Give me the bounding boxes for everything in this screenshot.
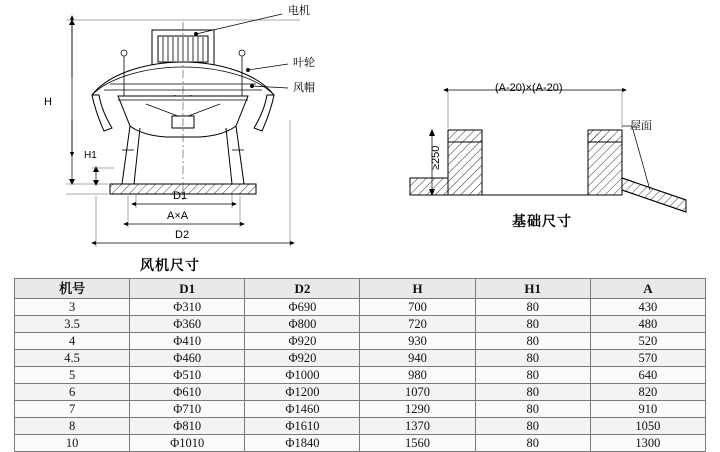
table-cell: 700 [360, 299, 475, 316]
table-cell: 480 [590, 316, 705, 333]
table-row [15, 418, 706, 435]
table-cell: Φ1840 [245, 435, 360, 452]
table-cell: Φ710 [130, 401, 245, 418]
dimension-H: H [44, 96, 52, 108]
table-cell: Φ510 [130, 367, 245, 384]
table-cell: 10 [15, 435, 130, 452]
label-impeller: 叶轮 [293, 57, 315, 69]
table-cell: 640 [590, 367, 705, 384]
table-cell: 80 [475, 418, 590, 435]
dimension-AxA: A×A [167, 210, 189, 222]
table-cell: 1300 [590, 435, 705, 452]
table-cell: 80 [475, 299, 590, 316]
table-cell: 520 [590, 333, 705, 350]
table-cell: Φ690 [245, 299, 360, 316]
table-row [15, 401, 706, 418]
table-cell: Φ1000 [245, 367, 360, 384]
table-cell: 3 [15, 299, 130, 316]
table-cell: 930 [360, 333, 475, 350]
table-cell: 4 [15, 333, 130, 350]
table-cell: 940 [360, 350, 475, 367]
table-cell: 1050 [590, 418, 705, 435]
table-row [15, 299, 706, 316]
table-cell: 570 [590, 350, 705, 367]
table-cell: 5 [15, 367, 130, 384]
dimension-D1: D1 [173, 190, 188, 202]
table-cell: 7 [15, 401, 130, 418]
table-cell: 1560 [360, 435, 475, 452]
table-cell: 1070 [360, 384, 475, 401]
table-cell: 80 [475, 316, 590, 333]
table-cell: Φ1610 [245, 418, 360, 435]
table-header-cell: A [590, 279, 705, 299]
table-header-cell: D2 [245, 279, 360, 299]
table-header-cell: H [360, 279, 475, 299]
table-cell: 80 [475, 401, 590, 418]
table-cell: 80 [475, 350, 590, 367]
label-wind-cap: 风帽 [293, 82, 315, 94]
table-cell: 8 [15, 418, 130, 435]
table-cell: 980 [360, 367, 475, 384]
table-cell: 820 [590, 384, 705, 401]
table-header-cell: H1 [475, 279, 590, 299]
table-row [15, 350, 706, 367]
table-row [15, 367, 706, 384]
spec-table [14, 278, 706, 452]
table-cell: Φ920 [245, 333, 360, 350]
table-cell: 720 [360, 316, 475, 333]
table-cell: 910 [590, 401, 705, 418]
table-row [15, 384, 706, 401]
foundation-top-dimension: (A-20)×(A-20) [495, 82, 563, 94]
table-cell: 4.5 [15, 350, 130, 367]
table-cell: Φ810 [130, 418, 245, 435]
table-header-row [15, 279, 706, 299]
table-cell: Φ610 [130, 384, 245, 401]
table-row [15, 435, 706, 452]
table-cell: 80 [475, 384, 590, 401]
label-motor: 电机 [288, 5, 310, 17]
table-cell: 430 [590, 299, 705, 316]
table-cell: 6 [15, 384, 130, 401]
table-cell: 80 [475, 435, 590, 452]
table-cell: Φ310 [130, 299, 245, 316]
table-cell: 3.5 [15, 316, 130, 333]
table-cell: 80 [475, 333, 590, 350]
foundation-height-dimension: ≥250 [430, 145, 442, 170]
fan-drawing [0, 0, 400, 270]
table-cell: Φ1200 [245, 384, 360, 401]
table-header-cell: 机号 [15, 279, 130, 299]
table-row [15, 316, 706, 333]
table-header-cell: D1 [130, 279, 245, 299]
label-roof: 屋面 [630, 120, 652, 132]
table-cell: Φ410 [130, 333, 245, 350]
spec-table-container [14, 278, 706, 452]
table-cell: 1290 [360, 401, 475, 418]
table-cell: Φ460 [130, 350, 245, 367]
table-cell: 1370 [360, 418, 475, 435]
table-cell: Φ920 [245, 350, 360, 367]
table-cell: Φ1460 [245, 401, 360, 418]
fan-drawing-caption: 风机尺寸 [140, 257, 200, 273]
table-cell: 80 [475, 367, 590, 384]
dimension-D2: D2 [175, 229, 190, 241]
foundation-drawing-caption: 基础尺寸 [512, 213, 572, 229]
table-cell: Φ800 [245, 316, 360, 333]
dimension-H1: H1 [84, 150, 97, 161]
table-cell: Φ360 [130, 316, 245, 333]
table-cell: Φ1010 [130, 435, 245, 452]
table-row [15, 333, 706, 350]
